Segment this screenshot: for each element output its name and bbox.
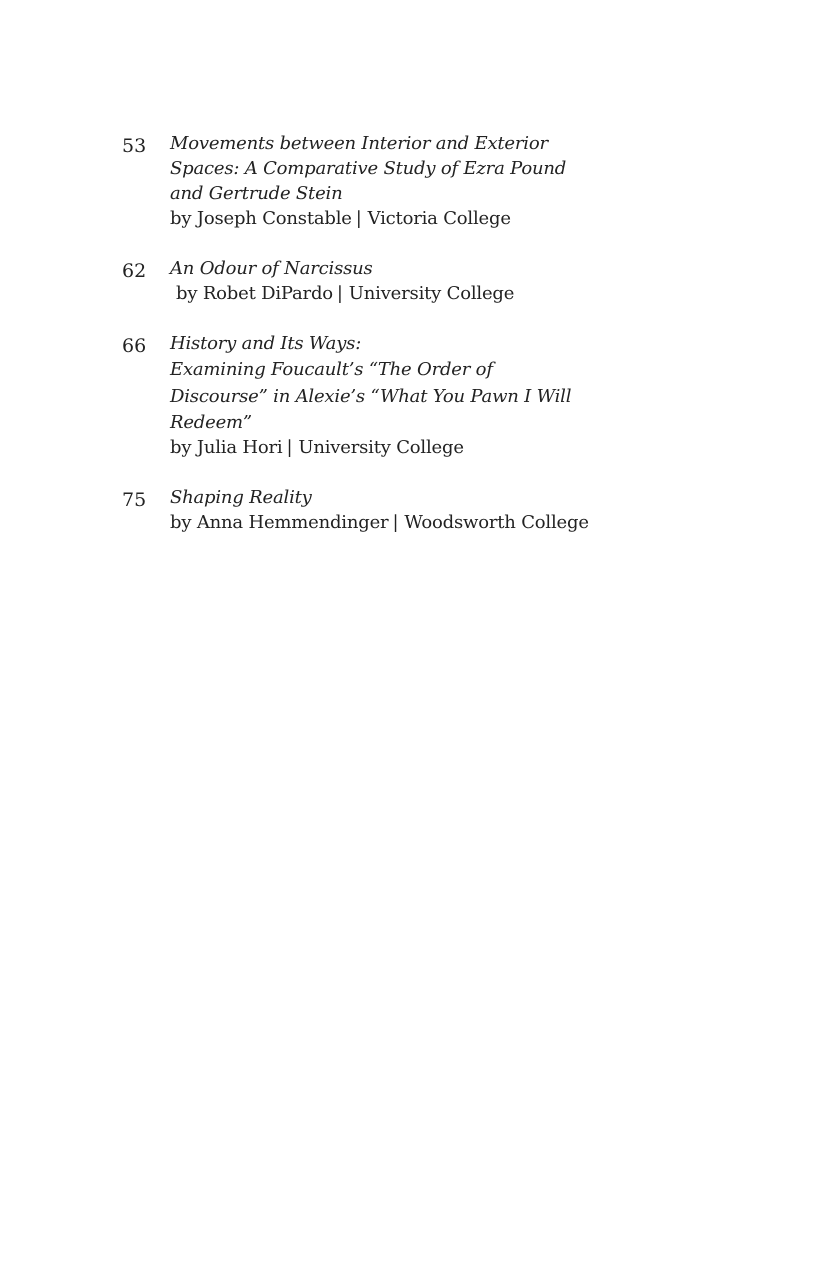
- college-name: Woodsworth College: [404, 512, 589, 533]
- entry-byline: [170, 435, 592, 460]
- college-name: Victoria College: [367, 208, 511, 229]
- title-line: Examining Foucault’s “The Order of: [170, 359, 493, 380]
- author-name: by Joseph Constable: [170, 208, 352, 229]
- college-name: University College: [298, 437, 464, 458]
- byline-separator: |: [392, 512, 399, 533]
- author-name: by Anna Hemmendinger: [170, 512, 389, 533]
- title-line: Discourse” in Alexie’s “What You Pawn I Will: [170, 386, 572, 407]
- byline-separator: |: [355, 208, 362, 229]
- entry-byline: [170, 510, 592, 535]
- entry-title: [170, 485, 592, 510]
- author-name: by Julia Hori: [170, 437, 283, 458]
- title-line: Movements between Interior and Exterior: [170, 133, 548, 154]
- entry-byline: [170, 281, 592, 306]
- entry-byline: [170, 206, 592, 231]
- title-line: History and Its Ways:: [170, 333, 362, 354]
- page-number: 62: [122, 260, 147, 282]
- entry-title: [170, 331, 592, 435]
- toc-entry: [122, 485, 592, 535]
- page-number: 75: [122, 489, 147, 511]
- title-line: An Odour of Narcissus: [170, 258, 373, 279]
- entry-title: [170, 256, 592, 281]
- toc-entry: [122, 131, 592, 231]
- college-name: University College: [348, 283, 515, 304]
- page-number: 66: [122, 335, 147, 357]
- title-line: Redeem”: [170, 412, 252, 433]
- title-line: Spaces: A Comparative Study of Ezra Pound: [170, 158, 567, 179]
- title-line: and Gertrude Stein: [170, 183, 343, 204]
- table-of-contents: [122, 131, 592, 560]
- title-line: Shaping Reality: [170, 487, 312, 508]
- byline-separator: |: [286, 437, 293, 458]
- entry-title: [170, 131, 592, 206]
- page-number: 53: [122, 135, 147, 157]
- byline-separator: |: [336, 283, 343, 304]
- toc-entry: [122, 331, 592, 460]
- author-name: by Robet DiPardo: [176, 283, 333, 304]
- toc-entry: [122, 256, 592, 306]
